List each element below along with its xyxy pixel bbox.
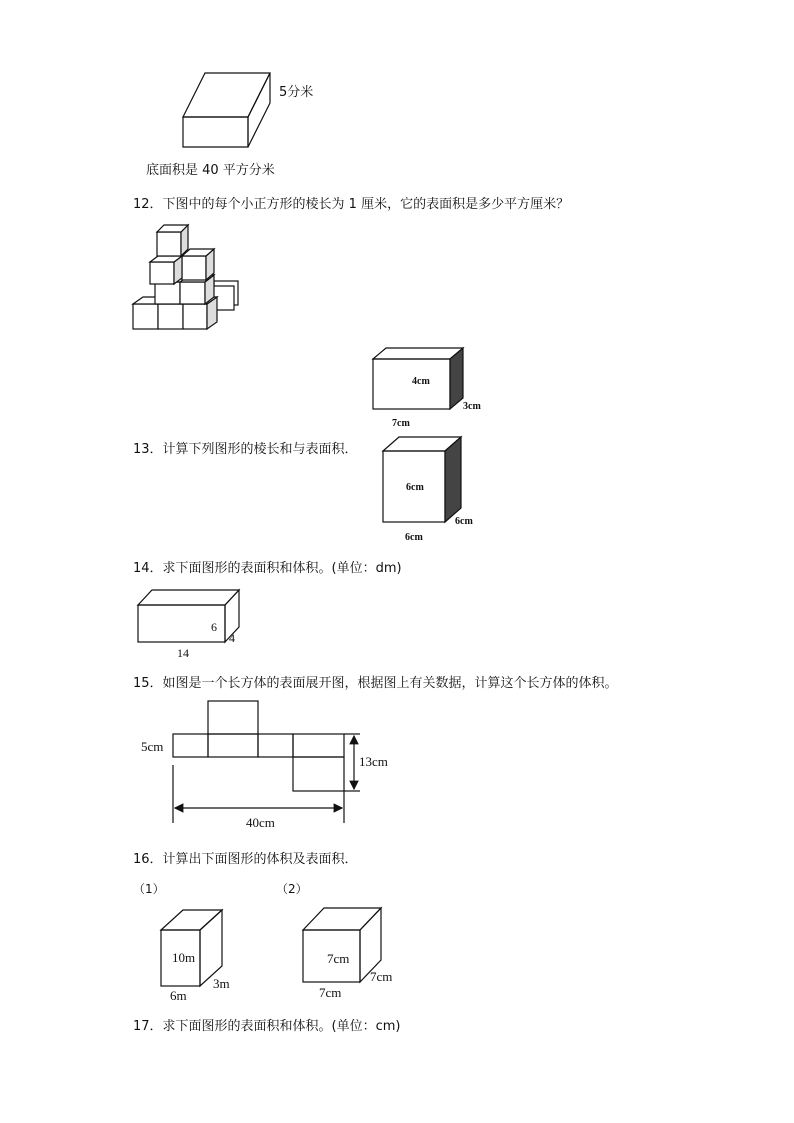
fig16-2-length-label: 7cm — [319, 985, 342, 1000]
fig15-small-height-label: 5cm — [141, 739, 164, 754]
fig15-total-height-label: 13cm — [359, 754, 388, 769]
fig16-part2-marker: （2） — [276, 882, 308, 896]
question-13-text: 13．计算下列图形的棱长和与表面积． — [133, 442, 358, 457]
fig13a-length-label: 7cm — [392, 418, 410, 429]
question-14-text: 14．求下面图形的表面积和体积。(单位：dm) — [133, 561, 402, 576]
fig14-depth-label: 4 — [229, 631, 235, 645]
question-16-text: 16．计算出下面图形的体积及表面积． — [133, 852, 358, 867]
fig13a-depth-label: 3cm — [463, 401, 481, 412]
fig16-2-height-label: 7cm — [327, 951, 350, 966]
question-15-text: 15．如图是一个长方体的表面展开图，根据图上有关数据，计算这个长方体的体积。 — [133, 676, 618, 691]
fig11-height-label: 5分米 — [279, 85, 314, 100]
fig14-length-label: 14 — [177, 646, 189, 660]
fig14-height-label: 6 — [211, 620, 217, 634]
fig16-1-depth-label: 3m — [213, 976, 230, 991]
fig16-1-height-label: 10m — [172, 950, 196, 965]
fig15-total-width-label: 40cm — [246, 815, 275, 830]
fig13b-depth-label: 6cm — [455, 516, 473, 527]
fig16-2-depth-label: 7cm — [370, 969, 393, 984]
fig13b-height-label: 6cm — [406, 482, 424, 493]
question-17-text: 17．求下面图形的表面积和体积。(单位：cm) — [133, 1019, 401, 1034]
question-12-text: 12．下图中的每个小正方形的棱长为 1 厘米，它的表面积是多少平方厘米？ — [133, 197, 570, 212]
fig16-part1-marker: （1） — [133, 882, 165, 896]
fig11-base-caption: 底面积是 40 平方分米 — [146, 163, 275, 178]
fig16-1-length-label: 6m — [170, 988, 187, 1003]
fig13a-height-label: 4cm — [412, 376, 430, 387]
cube-top-face — [303, 908, 381, 930]
fig13b-length-label: 6cm — [405, 532, 423, 543]
